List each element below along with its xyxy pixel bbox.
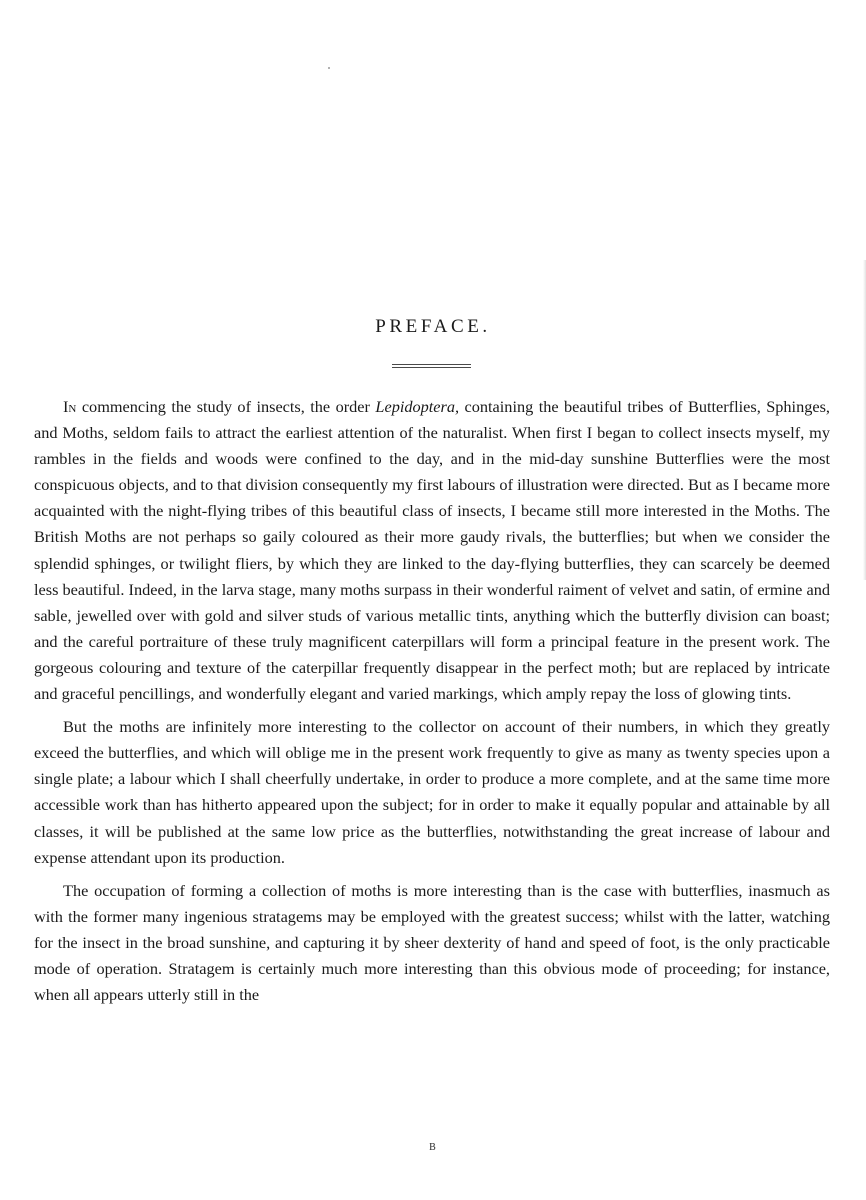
paragraph-1 bbox=[34, 394, 830, 707]
title-rule-lower bbox=[392, 367, 471, 368]
title-rule-upper bbox=[392, 364, 471, 365]
paragraph-3: The occupation of forming a collection of moths is more interesting than is the case with butterflies, inasmuch as with the former many ingenious stratagems may be employed with the greatest success; whilst with the latter, watching for the insect in the broad sunshine, and capturing it by sheer dexterity of hand and speed of foot, is the only practicable mode of operation. Stratagem is certainly much more interesting than this obvious mode of proceeding; for instance, when all appears utterly still in the bbox=[34, 880, 830, 1005]
paper-speck bbox=[328, 67, 330, 69]
paragraph-2: But the moths are infinitely more interesting to the collector on account of their numbers, in which they greatly exceed the butterflies, and which will oblige me in the present work frequently to give as many as twenty species upon a single plate; a labour which I shall cheerfully undertake, in order to produce a more complete, and at the same time more accessible work than has hitherto appeared upon the subject; for in order to make it equally popular and attainable by all classes, it will be published at the same low price as the butterflies, notwithstanding the great increase of labour and expense attendant upon its production. bbox=[34, 717, 830, 867]
paragraph-1-rest: containing the beautiful tribes of Butterflies, Sphinges, and Moths, seldom fails to attract the earliest attention of the naturalist. When first I began to collect insects myself, my rambles in the fields and woods were confined to the day, and in the mid-day sunshine Butterflies were the most conspicuous objects, and to that division consequently my first labours of illustration were directed. But as I became more acquainted with the night-flying tribes of this beautiful class of insects, I became still more interested in the Moths. The British Moths are not perhaps so gaily coloured as their more gaudy rivals, the butterflies; but when we consider the splendid sphinges, or twilight fliers, by which they are linked to the day-flying butterflies, they can scarcely be deemed less beautiful. Indeed, in the larva stage, many moths surpass in their wonderful raiment of velvet and satin, of ermine and sable, jewelled over with gold and silver studs of various metallic tints, anything which the butterfly division can boast; and the careful portraiture of these truly magnificent caterpillars will form a principal feature in the present work. The gorgeous colouring and texture of the caterpillar frequently disappear in the perfect moth; but are replaced by intricate and graceful pencillings, and wonderfully elegant and varied markings, which amply repay the loss of glowing tints. bbox=[34, 397, 830, 704]
paragraph-1-opening: commencing the study of insects, the order bbox=[76, 397, 376, 416]
paragraph-1-italic-term: Lepidoptera, bbox=[375, 397, 460, 416]
page-title: PREFACE. bbox=[375, 316, 491, 337]
signature-mark: B bbox=[429, 1142, 437, 1153]
paragraph-1-lead-word: In bbox=[63, 397, 77, 416]
preface-body bbox=[34, 394, 830, 1015]
